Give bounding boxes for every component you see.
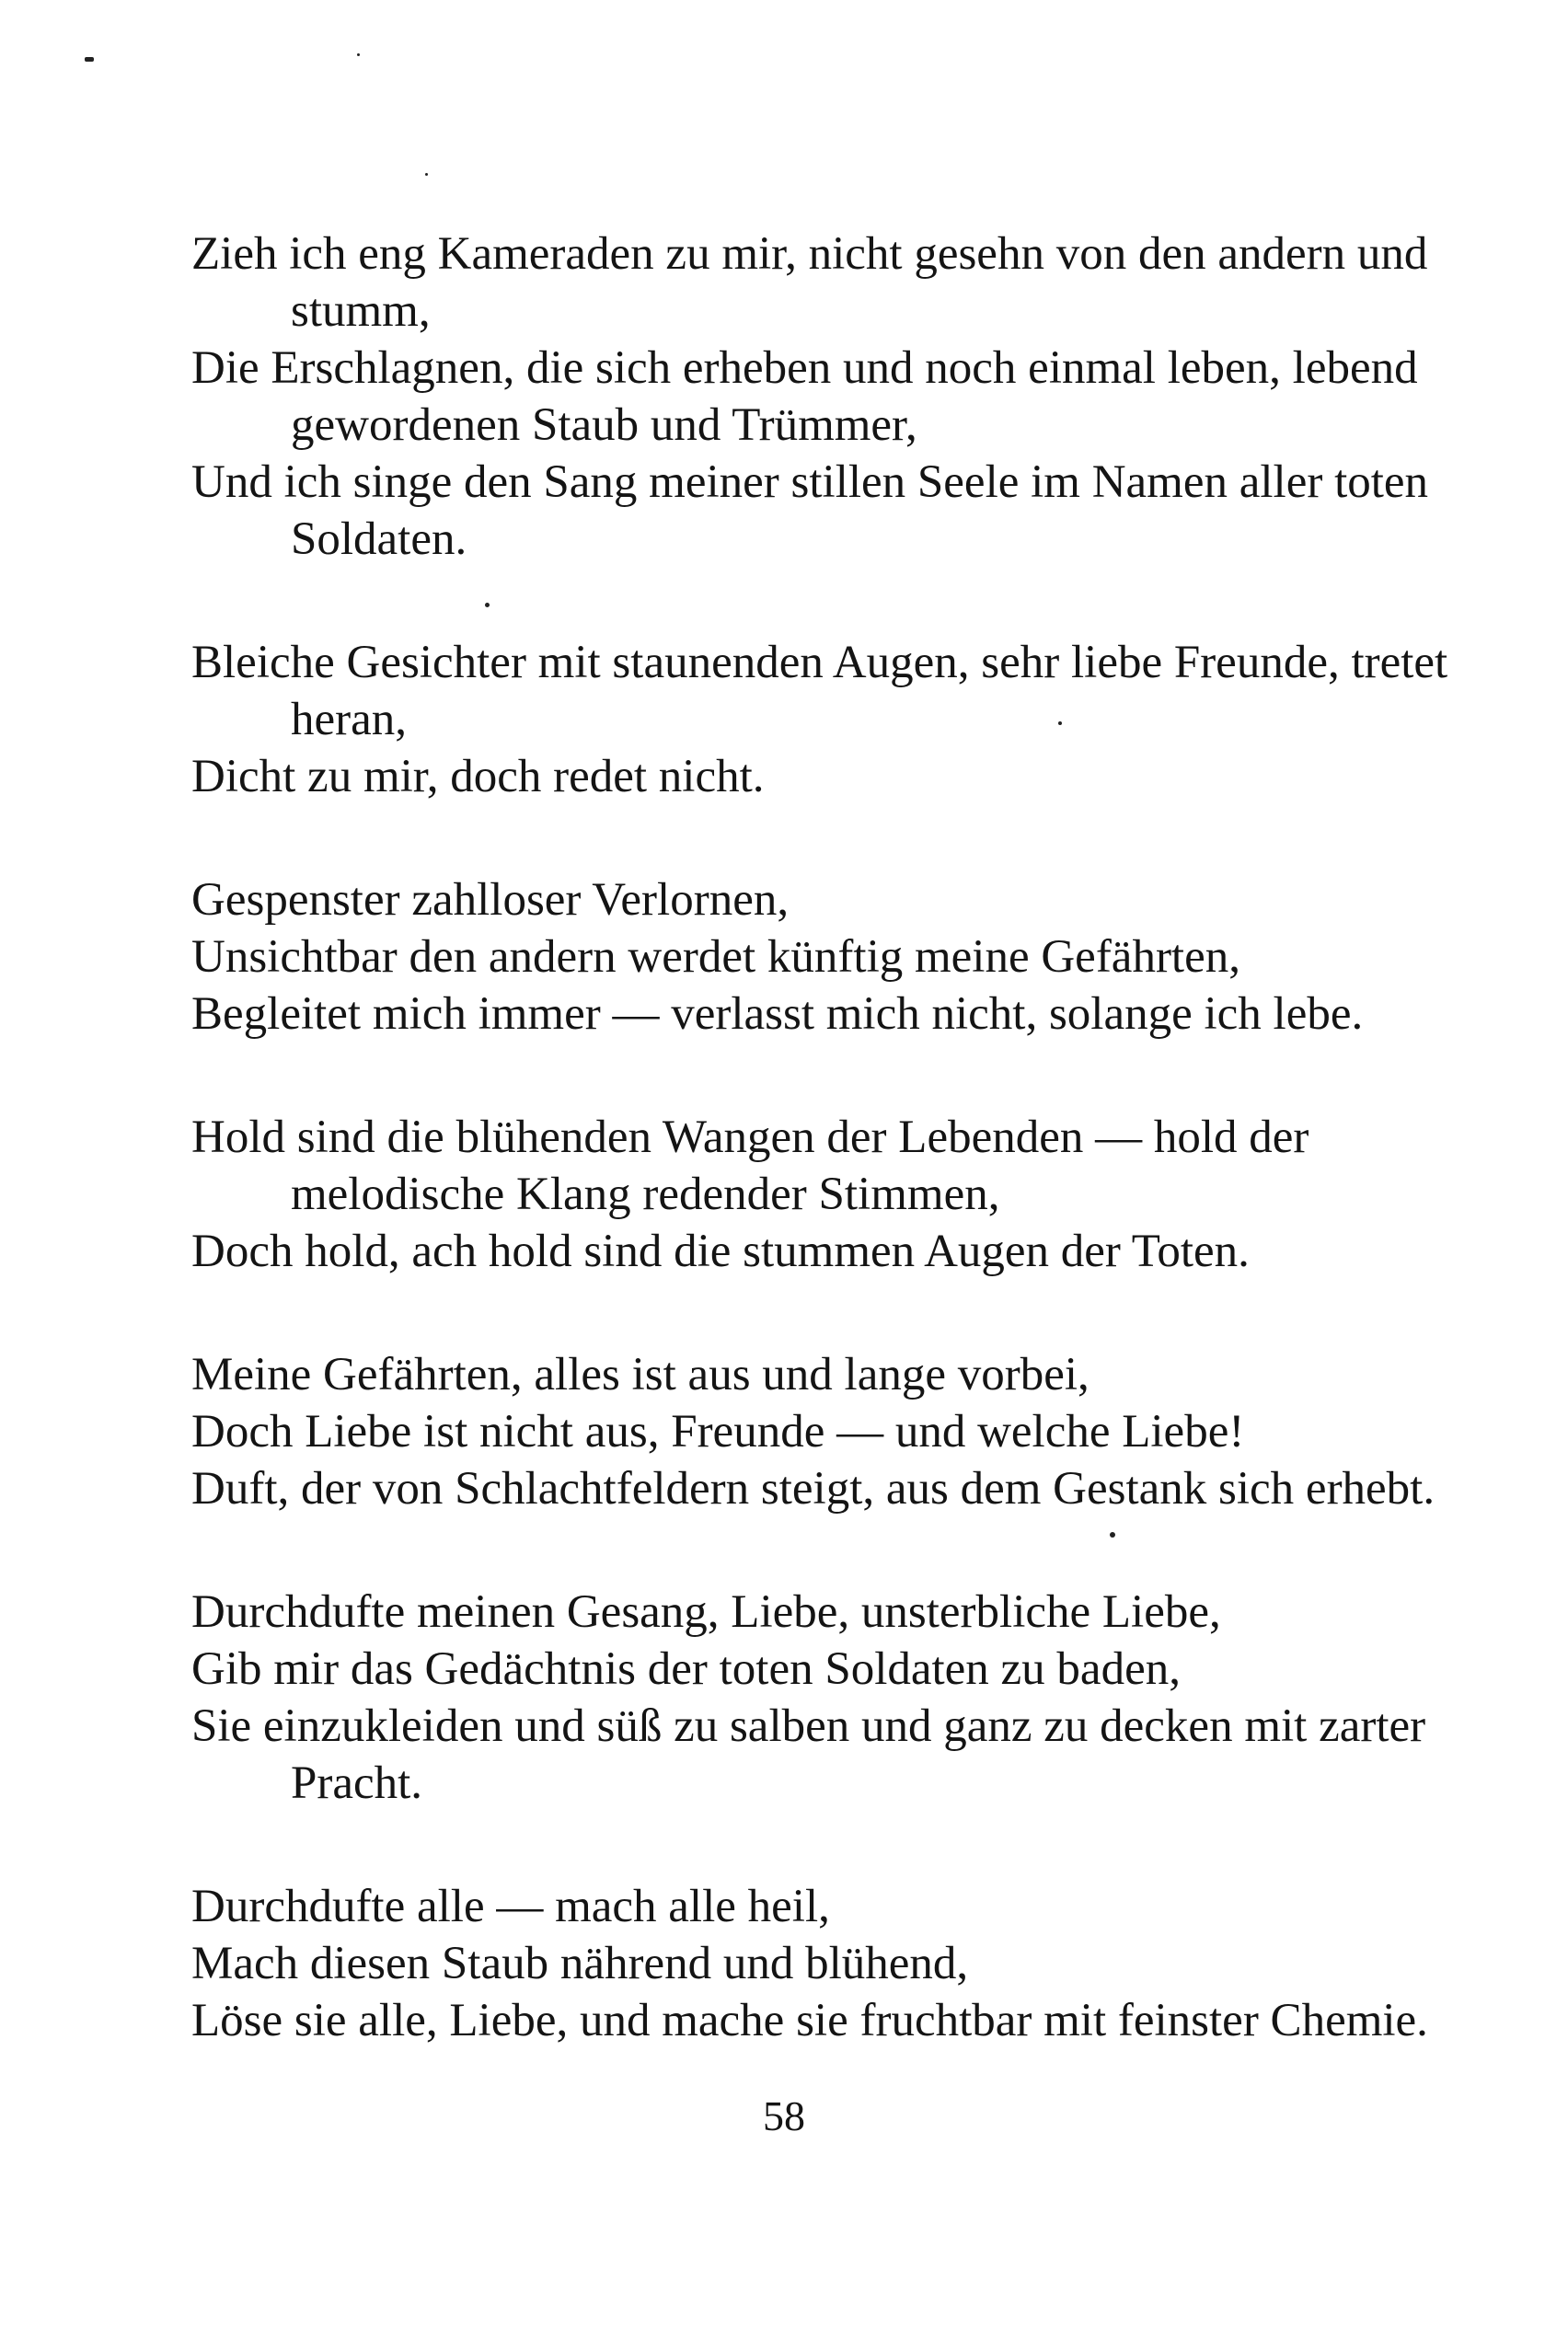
poem-line: Löse sie alle, Liebe, und mache sie fruchtbar mit feinster Chemie. bbox=[191, 1995, 1428, 2046]
poem-line: Hold sind die blühenden Wangen der Lebenden — hold der melodische Klang redender Stimmen, bbox=[191, 1112, 1309, 1220]
poem-line: Doch hold, ach hold sind die stummen Augen der Toten. bbox=[191, 1226, 1250, 1277]
scan-speck bbox=[85, 57, 94, 62]
poem-line: Mach diesen Staub nährend und blühend, bbox=[191, 1938, 969, 1989]
poem-line: Duft, der von Schlachtfeldern steigt, aus dem Gestank sich erhebt. bbox=[191, 1463, 1435, 1515]
poem bbox=[191, 225, 1480, 2115]
stanza bbox=[191, 225, 1480, 568]
stanza bbox=[191, 1109, 1480, 1280]
poem-line: Gespenster zahlloser Verlornen, bbox=[191, 874, 790, 926]
poem-line: Und ich singe den Sang meiner stillen Seele im Namen aller toten Soldaten. bbox=[191, 456, 1429, 565]
page-number: 58 bbox=[763, 2092, 805, 2139]
poem-line: Die Erschlagnen, die sich erheben und noch einmal leben, lebend gewordenen Staub und Trümmer, bbox=[191, 342, 1418, 451]
poem-line: Meine Gefährten, alles ist aus und lange vorbei, bbox=[191, 1349, 1090, 1400]
stanza bbox=[191, 1584, 1480, 1812]
poem-line: Durchdufte alle — mach alle heil, bbox=[191, 1881, 830, 1932]
poem-line: Unsichtbar den andern werdet künftig meine Gefährten, bbox=[191, 931, 1240, 983]
poem-line: Durchdufte meinen Gesang, Liebe, unsterbliche Liebe, bbox=[191, 1586, 1221, 1638]
stanza bbox=[191, 871, 1480, 1043]
poem-line: Doch Liebe ist nicht aus, Freunde — und welche Liebe! bbox=[191, 1406, 1245, 1458]
stanza bbox=[191, 634, 1480, 805]
poem-line: Dicht zu mir, doch redet nicht. bbox=[191, 751, 765, 802]
poem-line: Gib mir das Gedächtnis der toten Soldaten zu baden, bbox=[191, 1643, 1181, 1695]
stanza bbox=[191, 1878, 1480, 2049]
poem-line: Sie einzukleiden und süß zu salben und ganz zu decken mit zarter Pracht. bbox=[191, 1700, 1426, 1809]
scan-speck bbox=[425, 173, 428, 176]
poem-line: Zieh ich eng Kameraden zu mir, nicht gesehn von den andern und stumm, bbox=[191, 228, 1428, 337]
scan-speck bbox=[357, 53, 360, 56]
poem-line: Begleitet mich immer — verlasst mich nicht, solange ich lebe. bbox=[191, 988, 1364, 1040]
stanza bbox=[191, 1346, 1480, 1517]
poem-line: Bleiche Gesichter mit staunenden Augen, sehr liebe Freunde, tretet heran, bbox=[191, 637, 1448, 745]
